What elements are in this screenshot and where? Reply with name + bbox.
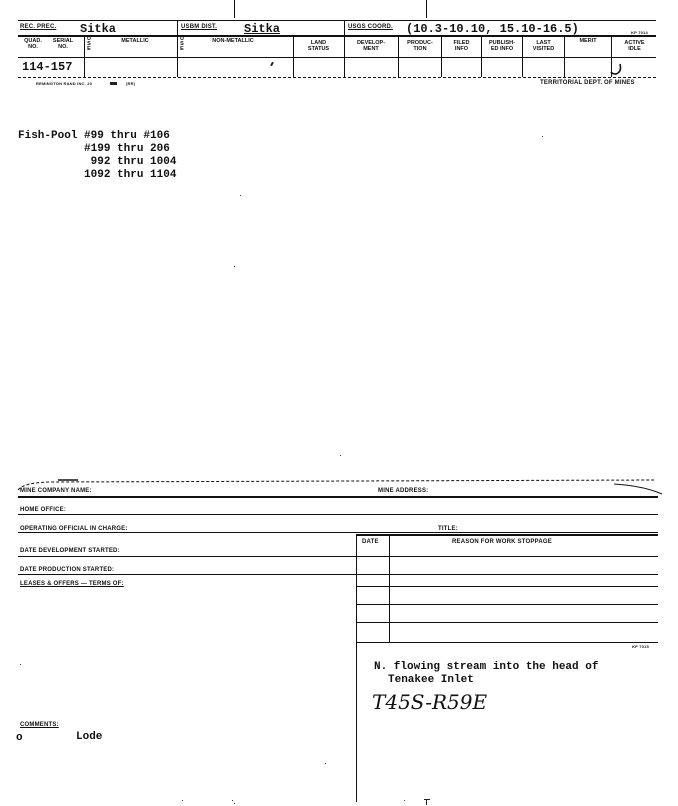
handwritten-township-range: T45S-R59E (372, 690, 488, 714)
note-line: 992 thru 1004 (18, 156, 177, 168)
rec-prec-label: REC. PREC. (20, 24, 57, 30)
speck (234, 803, 235, 804)
note-line: #199 thru 206 (18, 143, 170, 155)
rule (18, 496, 658, 498)
last-visited-heading: LAST VISITED (532, 40, 555, 52)
mine-address-label: MINE ADDRESS: (378, 488, 429, 494)
printer-code: (RR) (126, 81, 136, 86)
filed-info-heading: FILED INFO (453, 40, 470, 52)
rule (18, 532, 658, 533)
column-divider (522, 35, 523, 77)
printer-logo (110, 82, 117, 85)
printer-credit: REMINGTON RAND INC. 20 (36, 81, 93, 86)
date-production-label: DATE PRODUCTION STARTED: (20, 567, 115, 573)
production-heading: PRODUC- TION (407, 40, 433, 52)
comments-prefix: o (16, 732, 23, 744)
comments-label: COMMENTS: (20, 722, 59, 728)
use-heading: U S E (87, 36, 91, 52)
column-divider (564, 35, 565, 77)
speck (232, 800, 233, 801)
location-line: Tenakee Inlet (388, 674, 474, 686)
merit-heading: MERIT (579, 38, 597, 44)
column-divider (398, 35, 399, 77)
speck (20, 664, 21, 665)
rule (356, 642, 658, 643)
speck (424, 799, 430, 800)
rule (356, 604, 658, 605)
column-divider (84, 35, 85, 77)
development-heading: DEVELOP- MENT (356, 40, 386, 52)
column-divider (356, 534, 357, 802)
card-divider-mark (426, 0, 427, 18)
title-label: TITLE: (438, 526, 458, 532)
non-metallic-heading: NON-METALLIC (212, 38, 254, 44)
usbm-dist-label: USBM DIST. (181, 24, 218, 30)
active-idle-heading: ACTIVE IDLE (624, 40, 645, 52)
note-line: Fish-Pool #99 thru #106 (18, 130, 170, 142)
form-number: KP 7015 (632, 644, 649, 649)
speck (340, 455, 341, 456)
speck (426, 799, 427, 805)
card-edge (14, 474, 664, 496)
column-divider (177, 20, 178, 77)
home-office-label: HOME OFFICE: (20, 507, 67, 513)
published-info-heading: PUBLISH- ED INFO (489, 40, 515, 52)
form-number: KP 7014 (631, 30, 648, 35)
location-line: N. flowing stream into the head of (374, 661, 599, 673)
reason-column-heading: REASON FOR WORK STOPPAGE (452, 539, 552, 545)
rule (18, 77, 656, 78)
date-development-label: DATE DEVELOPMENT STARTED: (20, 548, 120, 554)
speck (325, 763, 326, 764)
column-divider (344, 20, 345, 77)
quad-no-heading: QUAD. NO. (24, 38, 42, 50)
rule (18, 20, 656, 21)
use-heading: U S E (180, 36, 184, 52)
territorial-dept-label: TERRITORIAL DEPT. OF MINES (540, 80, 635, 86)
rule (356, 534, 658, 536)
column-divider (293, 35, 294, 77)
pencil-mark (270, 62, 274, 66)
column-divider (441, 35, 442, 77)
card-divider-mark (234, 0, 235, 18)
operating-official-label: OPERATING OFFICIAL IN CHARGE: (20, 526, 128, 532)
rule (356, 622, 658, 623)
column-divider (389, 534, 390, 642)
comments-value: Lode (76, 731, 103, 743)
land-status-heading: LAND STATUS (307, 40, 330, 52)
date-column-heading: DATE (362, 539, 379, 545)
speck (234, 266, 235, 267)
speck (542, 136, 543, 137)
rule (356, 586, 658, 587)
column-divider (481, 35, 482, 77)
quad-number-value: 114-157 (22, 60, 73, 74)
speck (182, 800, 183, 801)
rule (18, 574, 658, 575)
usbm-dist-value: Sitka (244, 22, 281, 36)
rule (18, 57, 656, 58)
leases-label: LEASES & OFFERS — TERMS OF: (20, 581, 124, 587)
serial-no-heading: SERIAL NO. (52, 38, 74, 50)
speck (240, 195, 241, 196)
rule (18, 556, 658, 557)
check-mark-icon (608, 62, 624, 78)
note-line: 1092 thru 1104 (18, 169, 177, 181)
usgs-coord-value: (10.3-10.10, 15.10-16.5) (406, 22, 579, 36)
usgs-coord-label: USGS COORD. (348, 24, 393, 30)
metallic-heading: METALLIC (121, 38, 149, 44)
mine-company-label: MINE COMPANY NAME: (20, 488, 92, 494)
rec-prec-value: Sitka (80, 22, 117, 36)
speck (404, 800, 405, 801)
rule (18, 514, 658, 515)
